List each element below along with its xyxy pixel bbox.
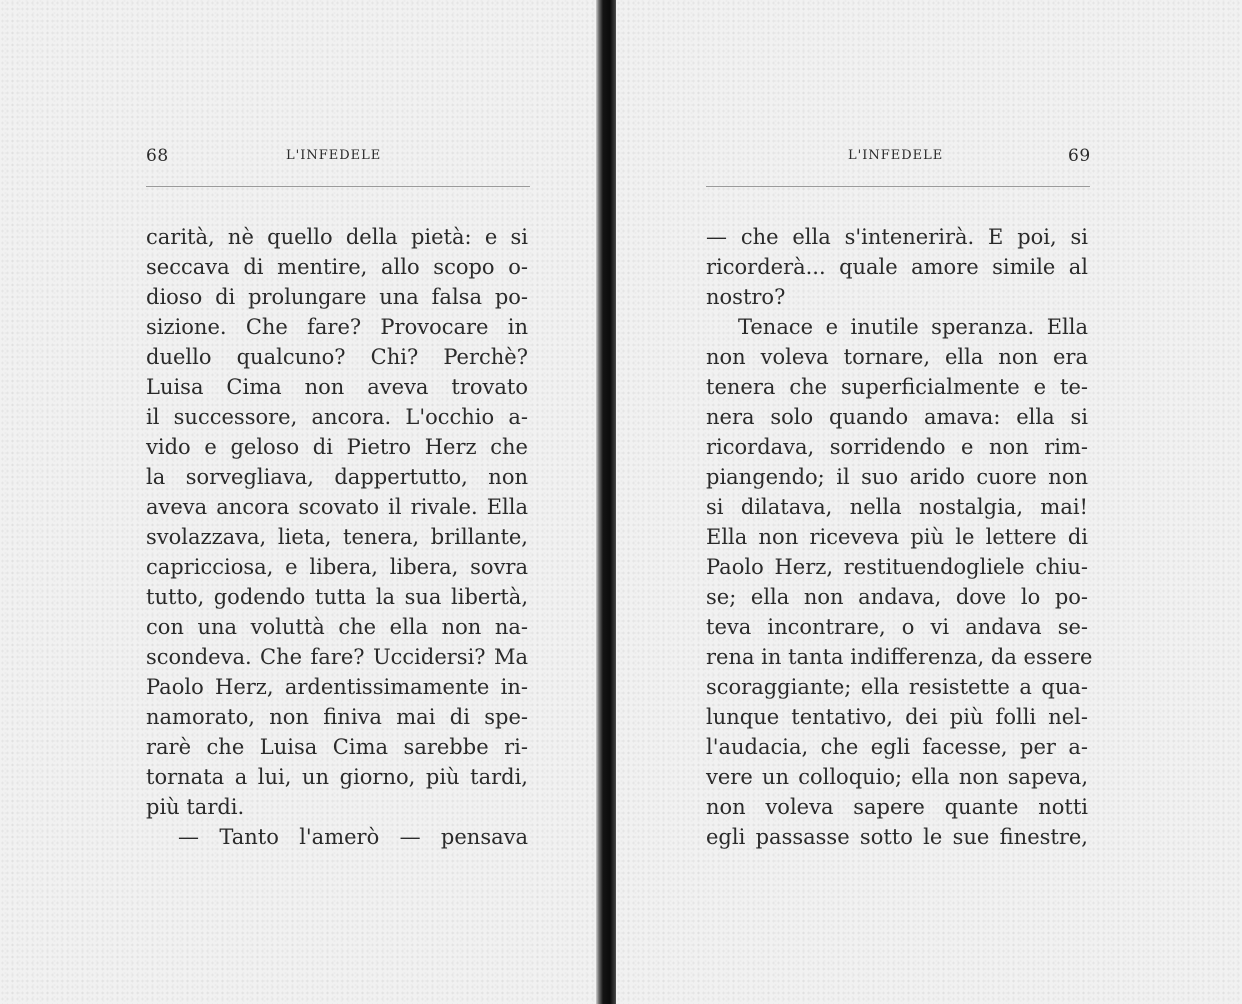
text-line: vido e geloso di Pietro Herz che <box>146 435 528 459</box>
text-line: ricorderà... quale amore simile al <box>706 255 1088 279</box>
left-page-text <box>146 222 528 852</box>
text-line: scoraggiante; ella resistette a qua- <box>706 675 1088 699</box>
text-line: scondeva. Che fare? Uccidersi? Ma <box>146 645 528 669</box>
text-line: il successore, ancora. L'occhio a- <box>146 405 528 429</box>
text-line: duello qualcuno? Chi? Perchè? <box>146 345 528 369</box>
text-line: teva incontrare, o vi andava se- <box>706 615 1088 639</box>
text-line: nera solo quando amava: ella si <box>706 405 1088 429</box>
left-page <box>0 0 600 1004</box>
left-running-head: L'INFEDELE <box>286 148 382 163</box>
left-page-header <box>0 146 600 170</box>
text-line: tutto, godendo tutta la sua libertà, <box>146 585 528 609</box>
text-line: Ella non riceveva più le lettere di <box>706 525 1088 549</box>
text-line: vere un colloquio; ella non sapeva, <box>706 765 1088 789</box>
text-line: egli passasse sotto le sue finestre, <box>706 825 1088 849</box>
text-line: si dilatava, nella nostalgia, mai! <box>706 495 1088 519</box>
text-line: Paolo Herz, ardentissimamente in- <box>146 675 528 699</box>
text-line: ricordava, sorridendo e non rim- <box>706 435 1088 459</box>
text-line: seccava di mentire, allo scopo o- <box>146 255 528 279</box>
text-line: con una voluttà che ella non na- <box>146 615 528 639</box>
right-page-number: 69 <box>1068 146 1091 166</box>
left-page-number: 68 <box>146 146 169 166</box>
right-page-text <box>706 222 1093 852</box>
text-line: Paolo Herz, restituendogliele chiu- <box>706 555 1088 579</box>
text-line: Luisa Cima non aveva trovato <box>146 375 528 399</box>
right-page <box>616 0 1242 1004</box>
text-line: rarè che Luisa Cima sarebbe ri- <box>146 735 528 759</box>
text-line: dioso di prolungare una falsa po- <box>146 285 528 309</box>
text-line: non voleva sapere quante notti <box>706 795 1088 819</box>
text-line: rena in tanta indifferenza, da essere <box>706 645 1093 669</box>
text-line: — che ella s'intenerirà. E poi, si <box>706 225 1088 249</box>
text-line: aveva ancora scovato il rivale. Ella <box>146 495 528 519</box>
text-line: tenera che superficialmente e te- <box>706 375 1088 399</box>
text-line: la sorvegliava, dappertutto, non <box>146 465 528 489</box>
text-line: tornata a lui, un giorno, più tardi, <box>146 765 528 789</box>
text-line: Tenace e inutile speranza. Ella <box>738 315 1088 339</box>
text-line: sizione. Che fare? Provocare in <box>146 315 528 339</box>
text-line: — Tanto l'amerò — pensava <box>178 825 528 849</box>
text-line: non voleva tornare, ella non era <box>706 345 1088 369</box>
text-line: più tardi. <box>146 795 245 819</box>
text-line: namorato, non finiva mai di spe- <box>146 705 528 729</box>
text-line: capricciosa, e libera, libera, sovra <box>146 555 528 579</box>
text-line: piangendo; il suo arido cuore non <box>706 465 1088 489</box>
right-header-rule <box>706 186 1090 187</box>
text-line: nostro? <box>706 285 786 309</box>
right-page-header <box>616 146 1242 170</box>
text-line: carità, nè quello della pietà: e si <box>146 225 528 249</box>
text-line: se; ella non andava, dove lo po- <box>706 585 1088 609</box>
text-line: svolazzava, lieta, tenera, brillante, <box>146 525 528 549</box>
text-line: l'audacia, che egli facesse, per a- <box>706 735 1088 759</box>
text-line: lunque tentativo, dei più folli nel- <box>706 705 1088 729</box>
left-header-rule <box>146 186 530 187</box>
right-running-head: L'INFEDELE <box>848 148 944 163</box>
